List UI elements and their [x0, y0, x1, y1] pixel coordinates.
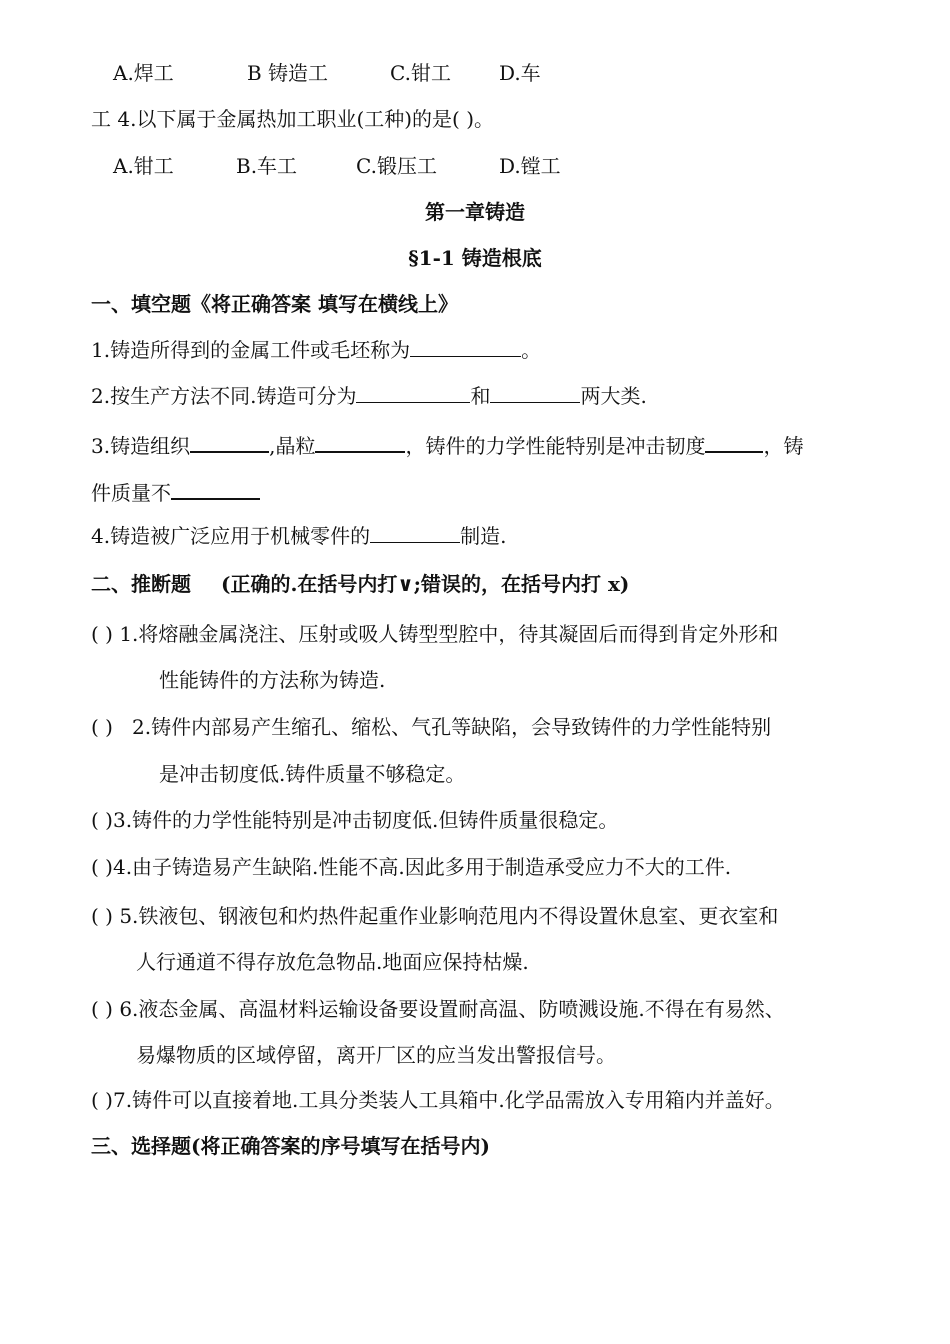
q3-option-c: C.钳工: [390, 61, 451, 85]
q3-options: [0, 59, 950, 87]
q3-option-d: D.车: [499, 61, 541, 85]
q4-option-a: A.钳工: [113, 154, 174, 178]
answer-blank[interactable]: [315, 433, 405, 453]
q3-tail: 工: [91, 107, 111, 131]
answer-paren[interactable]: ( ): [91, 855, 113, 879]
fill-question-2: 2.按生产方法不同.铸造可分为 和 两大类.: [91, 384, 647, 408]
judge-item-6-cont: 易爆物质的区域停留，离开厂区的应当发出警报信号。: [136, 1043, 616, 1067]
judge-item-1: ( ) 1.将熔融金属浇注、压射或吸人铸型型腔中，待其凝固后而得到肯定外形和: [91, 622, 779, 646]
q4-option-d: D.镗工: [499, 154, 561, 178]
judge-item-6: ( ) 6.液态金属、高温材料运输设备要设置耐高温、防喷溅设施.不得在有易然、: [91, 997, 785, 1021]
judge-item-5-cont: 人行通道不得存放危急物品.地面应保持枯燥.: [136, 950, 529, 974]
fill-question-3: 3.铸造组织 ,晶粒 ，铸件的力学性能特别是冲击韧度 ，铸: [91, 434, 804, 458]
answer-blank[interactable]: [490, 384, 580, 403]
q3-option-b: B 铸造工: [247, 61, 329, 85]
part3-heading: 三、选择题(将正确答案的序号填写在括号内): [91, 1134, 490, 1158]
q4-options: [0, 152, 950, 180]
answer-paren[interactable]: ( ): [91, 808, 113, 832]
answer-paren[interactable]: ( ): [91, 1088, 113, 1112]
answer-blank[interactable]: [410, 338, 521, 357]
fill-question-4: 4.铸造被广泛应用于机械零件的 制造.: [91, 524, 507, 548]
answer-paren[interactable]: ( ): [91, 715, 113, 739]
answer-blank[interactable]: [171, 478, 260, 500]
judge-item-2-cont: 是冲击韧度低.铸件质量不够稳定。: [159, 762, 466, 786]
answer-paren[interactable]: ( ): [91, 622, 113, 646]
judge-item-2: ( ) 2.铸件内部易产生缩孔、缩松、气孔等缺陷，会导致铸件的力学性能特别: [91, 715, 772, 739]
part2-heading: 二、推断题 (正确的.在括号内打∨;错误的，在括号内打 x): [91, 572, 630, 596]
chapter-title: 第一章铸造: [425, 200, 525, 224]
q4-option-b: B.车工: [236, 154, 298, 178]
judge-item-4: ( )4.由子铸造易产生缺陷.性能不高.因此多用于制造承受应力不大的工件.: [91, 855, 732, 879]
q4-option-c: C.锻压工: [356, 154, 437, 178]
judge-item-5: ( ) 5.铁液包、钢液包和灼热件起重作业影响范甩内不得设置休息室、更衣室和: [91, 904, 779, 928]
answer-blank[interactable]: [356, 384, 470, 403]
answer-blank[interactable]: [190, 433, 269, 453]
judge-item-3: ( )3.铸件的力学性能特别是冲击韧度低.但铸件质量很稳定。: [91, 808, 619, 832]
section-title: §1-1 铸造根底: [408, 246, 542, 270]
fill-question-3-cont: 件质量不: [91, 478, 260, 507]
answer-blank[interactable]: [705, 433, 763, 453]
q4-line: [91, 105, 494, 133]
answer-paren[interactable]: ( ): [91, 904, 113, 928]
answer-paren[interactable]: ( ): [91, 997, 113, 1021]
judge-item-1-cont: 性能铸件的方法称为铸造.: [159, 668, 386, 692]
answer-blank[interactable]: [370, 524, 460, 543]
q3-option-a: A.焊工: [113, 61, 174, 85]
part1-heading: 一、填空题《将正确答案 填写在横线上》: [91, 292, 458, 316]
q4-stem: 4.以下属于金属热加工职业(工种)的是( )。: [117, 107, 495, 131]
fill-question-1: 1.铸造所得到的金属工件或毛坯称为 。: [91, 338, 542, 362]
judge-item-7: ( )7.铸件可以直接着地.工具分类装人工具箱中.化学品需放入专用箱内并盖好。: [91, 1088, 785, 1112]
